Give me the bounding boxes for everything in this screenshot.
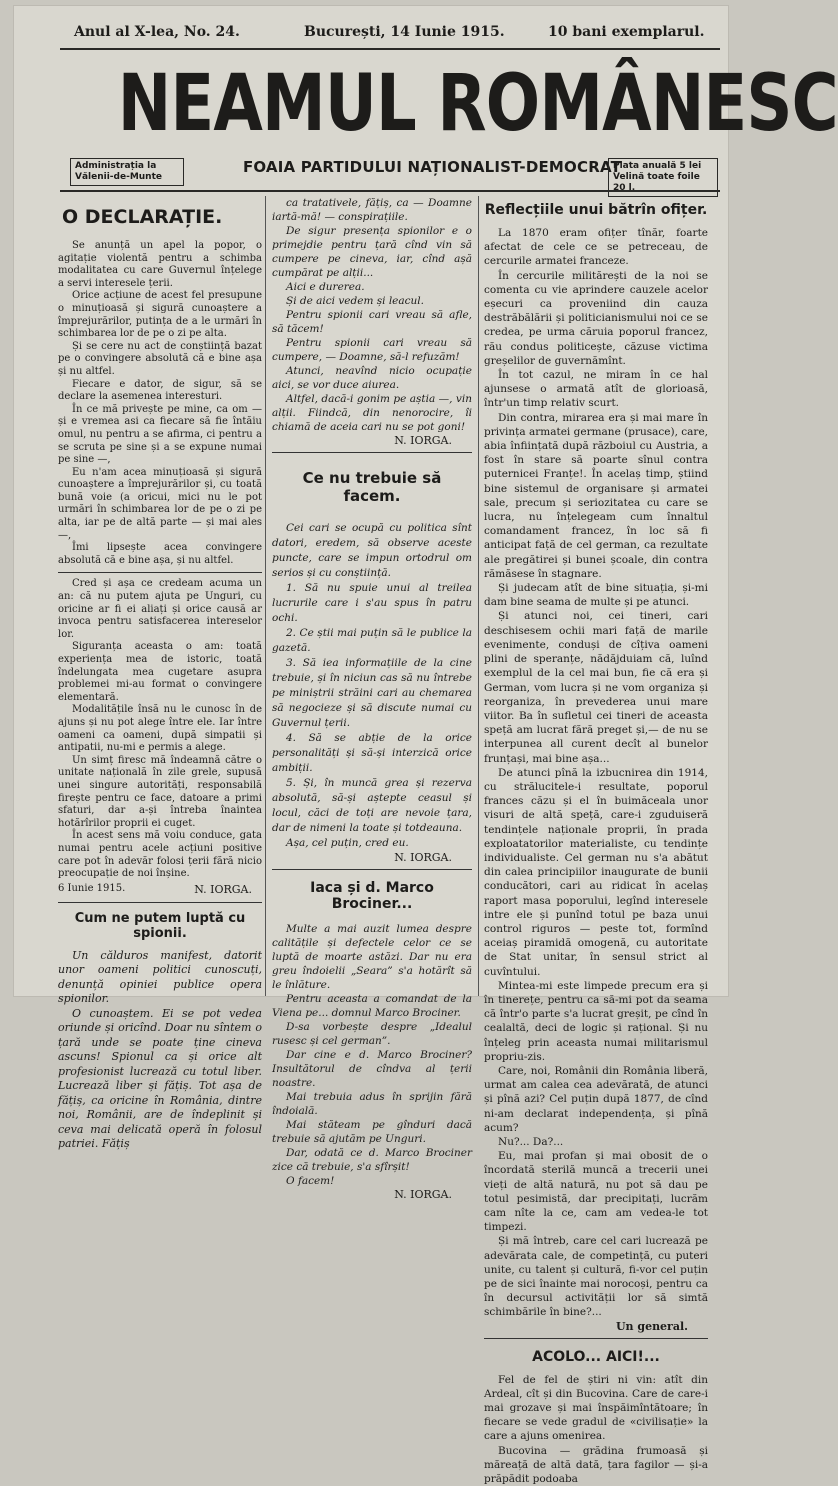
paragraph: Mai stăteam pe gînduri dacă trebuie să ajutăm pe Unguri. [272,1119,472,1145]
paragraph: În tot cazul, ne miram în ce hal ajunsese o armată atît de glorioasă, într'un timp relativ scurt. [484,369,708,410]
paragraph: Cred și așa ce credeam acuma un an: că nu putem ajuta pe Unguri, cu oricine ar fi ei aliați și orice causă ar invoca pentru satisfacerea intereselor lor. [58,578,262,640]
article-title-ce-nu-trebuie: Ce nu trebuie să facem. [302,469,442,505]
paragraph: Nu?... Da?... [498,1136,564,1148]
signature: Un general. [615,1319,688,1333]
signature-line [58,881,262,897]
column-2 [272,196,472,1201]
paragraph: De sigur presența spionilor e o primejdie pentru țară cînd vin să cumpere pe cineva, iar, cînd așă cumpărat pe alții... [272,225,472,279]
masthead-subbar [60,158,720,192]
article-title-reflectiile: Reflecțiile unui bătrîn ofițer. [484,202,708,218]
paragraph: 5. Și, în muncă grea și rezerva absolută, să-și aștepte ceasul și locul, căci de toți are nevoie țara, dar de nimeni la toate și totdeauna. [272,777,472,834]
paragraph: Un călduros manifest, datorit unor oameni politici cunoscuți, denunță opiniei publice opera spionilor. [58,948,262,1006]
issue-price: 10 bani exemplarul. [548,24,705,40]
paragraph: Mai trebuia adus în sprijin fără îndoială. [272,1091,472,1117]
divider [58,572,262,573]
paragraph: ca tratativele, fățiș, ca — Doamne iartă-mă! — conspirațiile. [272,197,472,223]
issue-date: București, 14 Iunie 1915. [304,24,505,40]
paragraph: Cei cari se ocupă cu politica sînt datori, eredem, să observe aceste puncte, care se impun ortodrul om serios și cu conștiință. [272,522,472,579]
paragraph: Și se cere nu act de conștiință bazat pe o convingere absolută că e bine așa și nu altfel. [58,340,262,377]
paragraph: Fel de fel de știri ni vin: atît din Ardeal, cît și din Bucovina. Care de care-i mai grozave și mai înspăimîntătoare; în fiecare se vede gradul de «civilisație» la care a ajuns omenirea. [484,1373,708,1443]
paragraph: Dar cine e d. Marco Brociner? Insultătorul de cîndva al țerii noastre. [272,1049,472,1089]
paragraph: Siguranța aceasta o am: toată experiența mea de istoric, toată îndelungata mea cugetare asupra problemei mi-au format o convingere elementară. [58,641,262,703]
paragraph: Așa, cel puțin, cred eu. [286,837,409,849]
paragraph: Altfel, dacă-i gonim pe aștia —, vin alții. Fiindcă, din nenorocire, îi chiamă de aceia cari nu se pot goni! [272,393,472,433]
paragraph: 3. Să iea informațiile de la cine trebuie, și în niciun cas să nu întrebe pe miniștrii străini cari au chemarea să negocieze și să discute numai cu Guvernul țerii. [272,657,472,729]
column-3 [484,196,708,1486]
paragraph: Bucovina — grădina frumoasă și măreață de altă dată, țara fagilor — și-a prăpădit podoaba [484,1444,708,1486]
paragraph: Mintea-mi este limpede precum era și în tinerețe, pentru ca să-mi pot da seama că într'o parte s'a lucrat greșit, pe cînd în cealaltă, deci de logic și rațional. Și nu înțeleg prin aceasta numai militarismul propriu-zis. [484,979,708,1063]
paragraph: Și de aici vedem și leacul. [286,295,424,307]
paragraph: Și mă întreb, care cel cari lucrează pe adevărata cale, de competință, cu puteri unite, cu talent și cultură, fi-vor cel puțin pe de sici înainte mai norocoși, pentru ca în decursul activității lor să simtă schimbările în bine?... [484,1235,708,1319]
article-date: 6 Iunie 1915. [58,882,126,894]
administration-box: Administrația la Vălenii-de-Munte [70,158,184,186]
newspaper-page [14,6,838,1486]
signature: N. IORGA. [394,434,452,447]
divider [272,869,472,870]
article-title-brociner: Iaca și d. Marco Brociner... [310,880,434,912]
paragraph: Orice acțiune de acest fel presupune o minuțioasă și sigură cunoaștere a împrejurărilor, putința de a le urmări în schimbarea lor de pe o zi pe alta. [58,290,262,340]
paragraph: Dar, odată ce d. Marco Brociner zice că trebuie, s'a sfîrșit! [272,1147,472,1173]
paragraph: Pentru aceasta a comandat de la Viena pe... domnul Marco Brociner. [272,993,472,1019]
paragraph: Și judecam atît de bine situația, și-mi dam bine seama de multe și pe atunci. [484,582,708,609]
paragraph: Se anunță un apel la popor, o agitație violentă pentru a schimba modalitatea cu care Guvernul înțelege a servi interesele țerii. [58,240,262,289]
column-rule [265,196,266,996]
paragraph: Eu, mai profan și mai obosit de o încordată sterilă muncă a trecerii unei vieți de altă natură, nu pot să dau pe totul pesimistă, dar precipitați, lucrăm cam nîte la ce, cam am vedea-le tot timpezi. [484,1150,708,1234]
column-1 [58,196,262,1151]
signature: N. IORGA. [394,1188,452,1201]
paragraph: Și atunci noi, cei tineri, cari deschisesem ochii mari față de marile evenimente, conduși de cîțiva oameni plini de speranțe, nădăjduiam că, luînd exemplul de la cel mai bun, fie că era și German, vom lucra și ne vom organiza și reorganiza, în prevederea unui mare viitor. Ba în sufletul cei tineri de aceasta speță am lucrat fără preget și,— de nu se interpunea all curent decît al bunelor frunțași, mai bine așa... [484,610,708,765]
divider [58,902,262,903]
subscription-box: Plata anuală 5 lei Velină toate foile 20 l. [608,158,718,197]
paragraph: Modalitățile însă nu le cunosc în de ajuns și nu pot alege între ele. Iar între oameni ca oameni, după simpatii și antipatii, nu-mi e permis a alege. [58,704,262,754]
paragraph: Atunci, neavînd nicio ocupație aici, se vor duce aiurea. [272,365,472,391]
divider [272,452,472,453]
paragraph: Aici e durerea. [286,281,365,293]
paragraph: 2. Ce știi mai puțin să le publice la gazetă. [272,627,472,654]
paragraph: O facem! [286,1175,335,1187]
article-title-declaratie: O DECLARAȚIE. [62,206,223,228]
paragraph: În ce mă privește pe mine, ca om — și e vremea asi ca fiecare să fie întăiu omul, nu pentru a se afirma, ci pentru a se scruta pe sine și a se expune numai pe sine —, [58,403,262,466]
signature: N. IORGA. [394,851,452,864]
paragraph: O cunoaștem. Ei se pot vedea oriunde și oricînd. Doar nu sîntem o țară unde se poate ține cineva ascuns! Spionul ca și orice alt profesionist lucrează cu totul liber. Lucrează liber și fățiș. Tot așa de fățiș, ca oricine în România, dintre noi, Românii, are de îndeplinit și ceva mai delicată operă în folosul patriei. Fățiș [58,1006,262,1151]
paragraph: Fiecare e dator, de sigur, să se declare la asemenea interesturi. [58,378,262,403]
paragraph: Care, noi, Românii din România liberă, urmat am calea cea adevărată, de atunci și pînă azi? Cel puțin după 1877, de cînd ni-am declarat independența, și pînă acum? [484,1064,708,1134]
paragraph: În cercurile militărești de la noi se comenta cu vie aprindere cauzele acelor eșecuri ca proveniind din cauza destrăbălării și politicianismului noi ce se credea, pe urma căruia poporul francez, rău condus politicește, căzuse victima greșelilor de guvernămînt. [484,269,708,367]
paragraph: Un simț firesc mă îndeamnă către o unitate națională în zile grele, supusă unei singure autorități, responsabilă firește pentru ce face, datoare a primi sfaturi, dar a-și întreba înaintea hotărîrilor proprii ei cuget. [58,754,262,829]
paragraph: La 1870 eram ofițer tînăr, foarte afectat de cele ce se petreceau, de cercurile armatei franceze. [484,227,708,268]
signature: N. IORGA. [194,882,252,896]
paragraph: Eu n'am acea minuțioasă și sigură cunoaștere a împrejurărilor și, cu toată bună voie (a oricui, mici nu le pot urmări în schimbarea lor de pe o zi pe alta, iar pe de altă parte — și mai ales —, [58,466,262,541]
divider [484,1338,708,1339]
issue-line [60,20,720,50]
paragraph: D-sa vorbește despre „Idealul rusesc și cel german”. [272,1021,472,1047]
paragraph: În acest sens mă voiu conduce, gata numai pentru acele acțiuni positive care pot în adevăr folosi țerii fără nicio preocupație de noi înșine. [58,830,262,880]
paragraph: Multe a mai auzit lumea despre calitățile și defectele celor ce se luptă de moarte astăzi. Dar nu era greu îndoielii „Seara” s'a hotărît să le înlăture. [272,923,472,991]
masthead-subtitle: FOAIA PARTIDULUI NAȚIONALIST-DEMOCRAT [242,158,622,176]
column-rule [478,196,479,996]
issue-number: Anul al X-lea, No. 24. [74,24,240,40]
paragraph: 4. Să se abție de la orice personalități și să-și interzică orice ambiții. [272,732,472,774]
paragraph: De atunci pînă la izbucnirea din 1914, cu strălucitele-i resultate, poporul frances căzu și el în buimăceala unor visuri de altă speță, care-i zguduiseră tendințele naționale proprii, în prada exploatatorilor materialiste, cu tendințe individualiste. Cel german nu s'a abătut din calea principiilor inaugurate de bunii conducători, cari au ridicat în acelaș raport masa poporului, legînd interesele intre ele și punînd totul pe baza unui control riguros — peste tot, formînd aceiaș piramidă omogenă, cu autoritate de Stat unitar, în sensul strict al cuvîntului. [484,766,708,978]
paragraph: Îmi lipsește acea convingere absolută că e bine așa, și nu altfel. [58,542,262,566]
article-title-spioni: Cum ne putem luptă cu spionii. [74,910,246,941]
paragraph: Pentru spionii cari vreau să afle, să tăcem! [272,309,472,335]
paragraph: Din contra, mirarea era și mai mare în privința armatei germane (prusace), care, abia înființată după războiul cu Austria, a fost în stare să poarte sînul contra puternicei Franțe!. În acelaș timp, știind bine sistemul de organisare și armatei sale, precum și seriozitatea cu care se lucra, nu înțelegeam cum înnaltul comandament francez, în loc să fi anticipat față de cel german, ca rezultate ale pregătirei și bunei școale, din contra rămăsese în stagnare. [484,411,708,580]
article-title-acolo-aici: ACOLO... AICI!... [532,1348,660,1365]
paragraph: 1. Să nu spuie unui al treilea lucrurile care i s'au spus în patru ochi. [272,582,472,624]
masthead-title: NEAMUL ROMÂNESC [117,59,838,149]
paragraph: Pentru spionii cari vreau să cumpere, — Doamne, să-l refuzăm! [272,337,472,363]
